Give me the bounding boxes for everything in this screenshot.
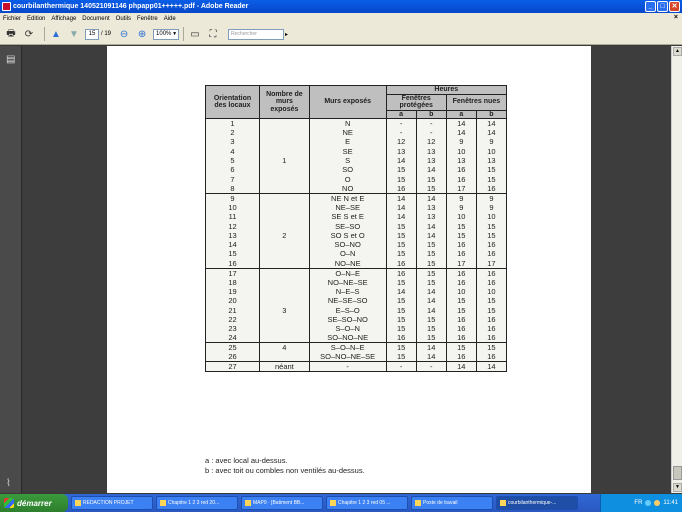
network-icon[interactable] <box>645 500 651 506</box>
table-cell-a2: 9 <box>446 137 476 146</box>
table-row <box>206 174 507 183</box>
table-cell-a2: 9 <box>446 203 476 212</box>
toolbar-divider <box>183 27 184 41</box>
taskbar-item-label: courbilanthermique-... <box>508 500 557 506</box>
menu-fichier[interactable]: Fichier <box>3 15 22 22</box>
table-cell-murs: - <box>309 362 386 372</box>
table-row <box>206 212 507 221</box>
table-cell-a1: 15 <box>386 221 416 230</box>
table-cell-a2: 17 <box>446 184 476 194</box>
table-cell-a2: 10 <box>446 147 476 156</box>
zoom-out-icon[interactable]: ⊖ <box>119 28 129 40</box>
table-cell-a1: 15 <box>386 165 416 174</box>
table-cell-n: 13 <box>206 231 260 240</box>
attachment-icon[interactable]: ⌇ <box>6 478 11 489</box>
search-input[interactable]: Rechercher <box>228 29 284 40</box>
table-cell-n: 10 <box>206 203 260 212</box>
table-row <box>206 156 507 165</box>
table-cell-a1: 16 <box>386 259 416 269</box>
table-cell-murs: E–S–O <box>309 305 386 314</box>
table-cell-a1: 14 <box>386 156 416 165</box>
table-cell-nb <box>259 259 309 269</box>
fit-width-icon[interactable]: ⛶ <box>209 28 217 40</box>
header-murs: Murs exposés <box>309 86 386 119</box>
table-row <box>206 203 507 212</box>
table-row <box>206 362 507 372</box>
table-cell-a2: 14 <box>446 119 476 129</box>
table-cell-b2: 9 <box>476 203 506 212</box>
table-cell-b1: 13 <box>416 212 446 221</box>
note-b: b : avec toit ou combles non ventilés au-dessus. <box>205 466 365 475</box>
table-cell-a1: - <box>386 119 416 129</box>
menu-document[interactable]: Document <box>82 15 110 22</box>
table-cell-b1: 15 <box>416 184 446 194</box>
zoom-value: 100% <box>156 30 172 37</box>
taskbar <box>0 494 682 512</box>
menu-fenetre[interactable]: Fenêtre <box>137 15 158 22</box>
window-icon <box>245 500 251 506</box>
table-cell-a2: 16 <box>446 333 476 343</box>
table-cell-nb <box>259 193 309 203</box>
volume-icon[interactable] <box>654 500 660 506</box>
chevron-down-icon: ▼ <box>172 30 178 37</box>
table-cell-a2: 15 <box>446 343 476 353</box>
table-row <box>206 324 507 333</box>
previous-page-icon[interactable]: ▲ <box>51 28 61 40</box>
table-cell-a1: 14 <box>386 203 416 212</box>
table-cell-b1: 15 <box>416 278 446 287</box>
table-row <box>206 128 507 137</box>
table-cell-n: 21 <box>206 305 260 314</box>
clock: 11:41 <box>663 500 678 506</box>
table-cell-n: 26 <box>206 352 260 362</box>
table-cell-a1: 15 <box>386 278 416 287</box>
taskbar-item-label: Chapitre 1 2 3 red 05 ... <box>338 500 391 506</box>
table-cell-b1: 14 <box>416 296 446 305</box>
taskbar-item[interactable] <box>156 496 238 510</box>
minimize-button[interactable]: _ <box>645 1 656 12</box>
table-cell-b1: 15 <box>416 259 446 269</box>
scroll-up-icon[interactable]: ▲ <box>673 47 682 56</box>
table-cell-a2: 16 <box>446 278 476 287</box>
table-row <box>206 165 507 174</box>
table-cell-a2: 16 <box>446 352 476 362</box>
fit-page-icon[interactable]: ▭ <box>190 28 200 40</box>
table-cell-murs: S–O–N–E <box>309 343 386 353</box>
table-cell-b2: 16 <box>476 278 506 287</box>
header-b: b <box>476 110 506 119</box>
table-cell-n: 11 <box>206 212 260 221</box>
table-cell-b2: 15 <box>476 165 506 174</box>
table-cell-n: 9 <box>206 193 260 203</box>
table-cell-a2: 16 <box>446 324 476 333</box>
table-row <box>206 221 507 230</box>
table-row <box>206 249 507 258</box>
menu-bar <box>0 13 682 24</box>
table-cell-a1: 14 <box>386 287 416 296</box>
table-cell-b1: 15 <box>416 324 446 333</box>
table-cell-nb <box>259 212 309 221</box>
toolbar-divider <box>44 27 45 41</box>
table-cell-nb <box>259 147 309 156</box>
table-cell-b1: 14 <box>416 352 446 362</box>
start-button[interactable] <box>0 494 68 512</box>
table-cell-b1: 15 <box>416 240 446 249</box>
scroll-thumb[interactable] <box>673 466 682 480</box>
window-icon <box>160 500 166 506</box>
table-cell-b1: 14 <box>416 305 446 314</box>
table-cell-a2: 9 <box>446 193 476 203</box>
table-cell-b1: 13 <box>416 203 446 212</box>
taskbar-item-label: Poste de travail <box>423 500 458 506</box>
table-cell-a2: 16 <box>446 240 476 249</box>
table-cell-a1: 16 <box>386 184 416 194</box>
adobe-reader-icon <box>2 2 11 11</box>
table-cell-b2: 15 <box>476 343 506 353</box>
table-cell-b2: 14 <box>476 119 506 129</box>
table-cell-nb <box>259 184 309 194</box>
table-cell-murs: SO <box>309 165 386 174</box>
table-cell-murs: NE–SE <box>309 203 386 212</box>
table-cell-a1: 15 <box>386 305 416 314</box>
table-cell-murs: SO–NO–NE–SE <box>309 352 386 362</box>
table-cell-a2: 17 <box>446 259 476 269</box>
table-cell-b1: 12 <box>416 137 446 146</box>
table-cell-b1: 14 <box>416 165 446 174</box>
note-a: a : avec local au-dessus. <box>205 456 288 465</box>
table-cell-nb <box>259 165 309 174</box>
table-cell-n: 17 <box>206 268 260 278</box>
table-cell-murs: SE–SO <box>309 221 386 230</box>
table-row <box>206 315 507 324</box>
table-cell-murs: SE S et E <box>309 212 386 221</box>
menu-affichage[interactable]: Affichage <box>51 15 77 22</box>
table-cell-a2: 14 <box>446 128 476 137</box>
table-row <box>206 333 507 343</box>
table-cell-a1: 13 <box>386 147 416 156</box>
language-indicator[interactable]: FR <box>634 500 643 506</box>
table-cell-n: 20 <box>206 296 260 305</box>
table-cell-nb <box>259 268 309 278</box>
table-cell-nb <box>259 128 309 137</box>
table-cell-b2: 15 <box>476 231 506 240</box>
table-row <box>206 137 507 146</box>
title-bar <box>0 0 682 13</box>
table-cell-nb <box>259 203 309 212</box>
table-cell-n: 27 <box>206 362 260 372</box>
table-row <box>206 240 507 249</box>
window-icon <box>500 500 506 506</box>
table-cell-b2: 16 <box>476 333 506 343</box>
table-cell-n: 1 <box>206 119 260 129</box>
thermal-table <box>205 85 507 372</box>
table-cell-a1: 16 <box>386 333 416 343</box>
menu-aide[interactable]: Aide <box>163 15 176 22</box>
search-options-icon[interactable]: ▸ <box>285 31 289 38</box>
table-cell-b2: 10 <box>476 287 506 296</box>
table-cell-nb <box>259 324 309 333</box>
table-cell-nb: 3 <box>259 305 309 314</box>
table-cell-a1: - <box>386 362 416 372</box>
table-cell-b1: 14 <box>416 221 446 230</box>
table-cell-murs: NE–SE–SO <box>309 296 386 305</box>
header-nombre: Nombre de murs exposés <box>259 86 309 119</box>
taskbar-item[interactable] <box>496 496 578 510</box>
header-orientation: Orientation des locaux <box>206 86 260 119</box>
menu-edition[interactable]: Edition <box>27 15 46 22</box>
table-cell-b2: 13 <box>476 156 506 165</box>
maximize-button[interactable]: □ <box>657 1 668 12</box>
table-cell-n: 8 <box>206 184 260 194</box>
table-cell-b2: 15 <box>476 305 506 314</box>
windows-logo-icon <box>4 498 14 508</box>
table-cell-a1: 14 <box>386 193 416 203</box>
table-cell-n: 2 <box>206 128 260 137</box>
zoom-select[interactable] <box>153 29 179 40</box>
table-cell-nb <box>259 221 309 230</box>
table-cell-nb <box>259 333 309 343</box>
table-cell-b1: 15 <box>416 174 446 183</box>
share-icon[interactable]: ⟳ <box>24 28 34 40</box>
table-cell-n: 25 <box>206 343 260 353</box>
next-page-icon[interactable]: ▼ <box>69 28 79 40</box>
table-row <box>206 147 507 156</box>
taskbar-item-label: REDACTION PROJET <box>83 500 134 506</box>
table-cell-murs: SO S et O <box>309 231 386 240</box>
table-cell-n: 18 <box>206 278 260 287</box>
table-cell-n: 12 <box>206 221 260 230</box>
table-cell-murs: SE–SO–NO <box>309 315 386 324</box>
table-cell-nb <box>259 278 309 287</box>
table-row <box>206 119 507 129</box>
table-cell-n: 5 <box>206 156 260 165</box>
table-cell-b1: 15 <box>416 315 446 324</box>
table-cell-b2: 16 <box>476 268 506 278</box>
table-cell-nb <box>259 240 309 249</box>
table-cell-b1: 14 <box>416 231 446 240</box>
table-cell-a2: 10 <box>446 287 476 296</box>
table-cell-n: 4 <box>206 147 260 156</box>
table-cell-n: 14 <box>206 240 260 249</box>
navigation-pane <box>0 46 22 493</box>
close-button[interactable]: ✕ <box>669 1 680 12</box>
taskbar-item-label: Chapitre 1 2 3 red 20... <box>168 500 220 506</box>
table-cell-b2: 15 <box>476 221 506 230</box>
window-title: courbilanthermique 140521091146 phpapp01+++++.pdf - Adobe Reader <box>13 3 249 10</box>
vertical-scrollbar[interactable] <box>671 46 682 493</box>
table-cell-murs: S–O–N <box>309 324 386 333</box>
taskbar-item[interactable] <box>71 496 153 510</box>
window-icon <box>415 500 421 506</box>
table-cell-murs: NO–NE <box>309 259 386 269</box>
taskbar-item[interactable] <box>241 496 323 510</box>
table-cell-nb: néant <box>259 362 309 372</box>
table-cell-nb: 2 <box>259 231 309 240</box>
table-cell-a2: 13 <box>446 156 476 165</box>
table-cell-b1: 13 <box>416 147 446 156</box>
scroll-down-icon[interactable]: ▼ <box>673 483 682 492</box>
header-fenetres-nues: Fenêtres nues <box>446 94 506 110</box>
table-cell-n: 24 <box>206 333 260 343</box>
table-cell-a2: 14 <box>446 362 476 372</box>
table-row <box>206 278 507 287</box>
table-cell-b2: 14 <box>476 362 506 372</box>
table-cell-murs: E <box>309 137 386 146</box>
table-cell-murs: O–N–E <box>309 268 386 278</box>
table-cell-b2: 10 <box>476 212 506 221</box>
table-cell-a2: 16 <box>446 174 476 183</box>
header-a: a <box>386 110 416 119</box>
table-cell-n: 15 <box>206 249 260 258</box>
table-cell-b1: 15 <box>416 268 446 278</box>
table-cell-nb <box>259 249 309 258</box>
page-number-input[interactable]: 15 <box>85 29 99 40</box>
table-cell-b1: - <box>416 362 446 372</box>
table-cell-nb <box>259 352 309 362</box>
table-cell-a1: 15 <box>386 352 416 362</box>
table-cell-a1: 15 <box>386 174 416 183</box>
table-notes <box>205 456 365 476</box>
table-row <box>206 268 507 278</box>
table-cell-murs: NE N et E <box>309 193 386 203</box>
table-cell-nb <box>259 296 309 305</box>
table-cell-b1: 15 <box>416 333 446 343</box>
table-cell-murs: SO–NO <box>309 240 386 249</box>
table-cell-nb <box>259 174 309 183</box>
table-cell-murs: N–E–S <box>309 287 386 296</box>
table-row <box>206 259 507 269</box>
table-row <box>206 184 507 194</box>
page-total: / 19 <box>101 31 112 37</box>
table-cell-a2: 16 <box>446 249 476 258</box>
table-cell-a1: 15 <box>386 324 416 333</box>
table-cell-b2: 16 <box>476 240 506 249</box>
table-cell-b2: 17 <box>476 259 506 269</box>
table-cell-b1: 14 <box>416 343 446 353</box>
table-cell-a2: 16 <box>446 268 476 278</box>
table-cell-a2: 16 <box>446 315 476 324</box>
table-cell-a2: 10 <box>446 212 476 221</box>
table-cell-b2: 16 <box>476 184 506 194</box>
table-cell-murs: SO–NO–NE <box>309 333 386 343</box>
table-cell-b1: 14 <box>416 193 446 203</box>
table-row <box>206 231 507 240</box>
table-cell-n: 7 <box>206 174 260 183</box>
table-cell-a2: 16 <box>446 165 476 174</box>
table-cell-b1: 13 <box>416 156 446 165</box>
header-a: a <box>446 110 476 119</box>
table-cell-b2: 14 <box>476 128 506 137</box>
table-cell-nb: 1 <box>259 156 309 165</box>
table-cell-nb <box>259 119 309 129</box>
pages-icon[interactable]: ▤ <box>6 54 16 65</box>
table-cell-a1: 15 <box>386 343 416 353</box>
table-cell-nb <box>259 315 309 324</box>
table-row <box>206 305 507 314</box>
table-cell-b1: 15 <box>416 249 446 258</box>
table-cell-murs: N <box>309 119 386 129</box>
table-cell-b2: 9 <box>476 137 506 146</box>
taskbar-item-label: MAP9 · [Batiment BB... <box>253 500 305 506</box>
table-cell-a2: 15 <box>446 221 476 230</box>
table-cell-a1: 15 <box>386 231 416 240</box>
table-cell-b1: 14 <box>416 287 446 296</box>
table-cell-a1: 16 <box>386 268 416 278</box>
table-cell-b2: 15 <box>476 296 506 305</box>
table-cell-murs: NO–NE–SE <box>309 278 386 287</box>
table-cell-murs: O–N <box>309 249 386 258</box>
table-cell-a1: 15 <box>386 315 416 324</box>
table-cell-n: 22 <box>206 315 260 324</box>
table-row <box>206 352 507 362</box>
taskbar-item[interactable] <box>411 496 493 510</box>
system-tray <box>600 494 682 512</box>
menu-outils[interactable]: Outils <box>115 15 131 22</box>
table-cell-murs: S <box>309 156 386 165</box>
table-cell-nb <box>259 287 309 296</box>
window-icon <box>330 500 336 506</box>
table-cell-a2: 15 <box>446 305 476 314</box>
table-cell-n: 16 <box>206 259 260 269</box>
table-cell-a1: 14 <box>386 212 416 221</box>
table-cell-a1: - <box>386 128 416 137</box>
table-cell-b2: 16 <box>476 324 506 333</box>
table-cell-n: 23 <box>206 324 260 333</box>
table-body <box>206 119 507 372</box>
header-fenetres-protegees: Fenêtres protégées <box>386 94 446 110</box>
table-row <box>206 343 507 353</box>
table-cell-a1: 12 <box>386 137 416 146</box>
table-cell-a1: 15 <box>386 296 416 305</box>
table-cell-b2: 10 <box>476 147 506 156</box>
table-cell-b2: 16 <box>476 352 506 362</box>
table-cell-a1: 15 <box>386 249 416 258</box>
table-row <box>206 193 507 203</box>
table-cell-n: 3 <box>206 137 260 146</box>
table-row <box>206 287 507 296</box>
table-cell-murs: NE <box>309 128 386 137</box>
table-cell-murs: SE <box>309 147 386 156</box>
header-heures: Heures <box>386 86 506 95</box>
toolbar <box>0 24 682 45</box>
table-cell-murs: O <box>309 174 386 183</box>
table-cell-n: 19 <box>206 287 260 296</box>
table-row <box>206 296 507 305</box>
header-b: b <box>416 110 446 119</box>
table-cell-a1: 15 <box>386 240 416 249</box>
table-cell-b2: 9 <box>476 193 506 203</box>
table-cell-b2: 15 <box>476 174 506 183</box>
zoom-in-icon[interactable]: ⊕ <box>137 28 147 40</box>
table-cell-murs: NO <box>309 184 386 194</box>
table-cell-a2: 15 <box>446 231 476 240</box>
table-cell-b1: - <box>416 119 446 129</box>
print-icon[interactable]: 🖶 <box>6 27 16 39</box>
table-cell-a2: 15 <box>446 296 476 305</box>
table-cell-b2: 16 <box>476 249 506 258</box>
table-cell-nb <box>259 137 309 146</box>
table-cell-b2: 16 <box>476 315 506 324</box>
table-cell-b1: - <box>416 128 446 137</box>
start-label: démarrer <box>17 498 52 508</box>
table-cell-n: 6 <box>206 165 260 174</box>
close-document-icon[interactable]: × <box>673 14 678 21</box>
table-cell-nb: 4 <box>259 343 309 353</box>
window-icon <box>75 500 81 506</box>
taskbar-item[interactable] <box>326 496 408 510</box>
